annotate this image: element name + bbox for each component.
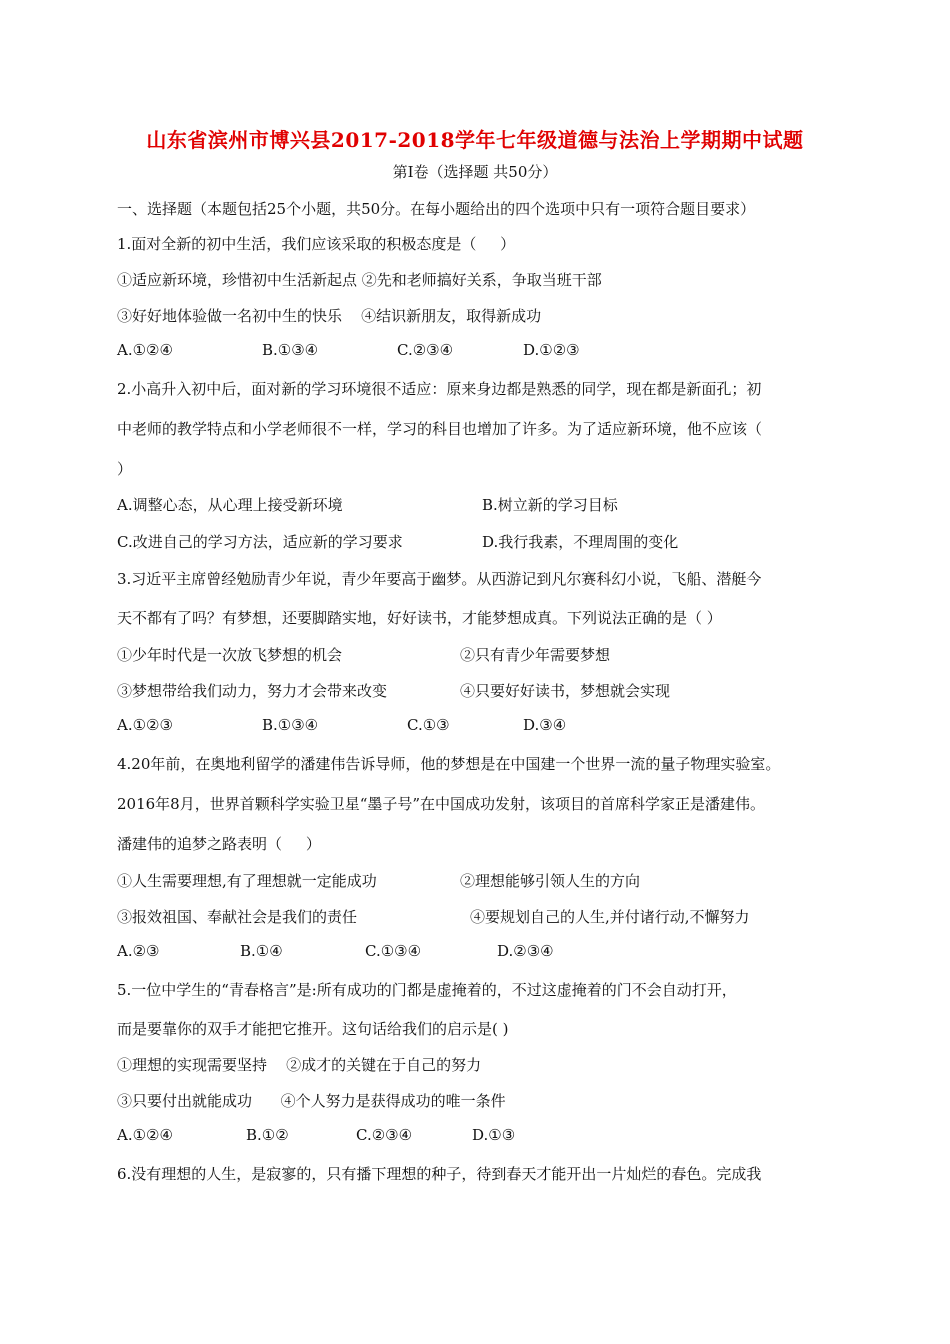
question-2-option-c: C.改进自己的学习方法，适应新的学习要求 [117, 533, 403, 551]
question-5-option-a: A.①②④ [117, 1126, 173, 1144]
question-1-option-c: C.②③④ [397, 341, 454, 359]
question-4-statement-1: ①人生需要理想,有了理想就一定能成功 [117, 872, 377, 890]
question-4-stem-line-1: 4.20年前，在奥地利留学的潘建伟告诉导师，他的梦想是在中国建一个世界一流的量子物理实验室。 [117, 755, 781, 773]
question-2-stem-line-1: 2.小高升入初中后，面对新的学习环境很不适应：原来身边都是熟悉的同学，现在都是新面孔；初 [117, 380, 762, 398]
question-5-option-c: C.②③④ [356, 1126, 413, 1144]
question-2-stem-line-2: 中老师的教学特点和小学老师很不一样，学习的科目也增加了许多。为了适应新环境，他不应该（ [117, 420, 763, 438]
question-5-option-b: B.①② [246, 1126, 289, 1144]
question-3-stem-line-1: 3.习近平主席曾经勉励青少年说，青少年要高于幽梦。从西游记到凡尔赛科幻小说，飞船、潜艇今 [117, 570, 762, 588]
section-instructions: 一、选择题（本题包括25个小题，共50分。在每小题给出的四个选项中只有一项符合题目要求） [117, 200, 756, 218]
question-4-statement-2: ②理想能够引领人生的方向 [460, 872, 641, 890]
question-3-statement-3: ③梦想带给我们动力，努力才会带来改变 [117, 682, 388, 700]
question-3-option-c: C.①③ [407, 716, 450, 734]
question-1-statements-a: ①适应新环境，珍惜初中生活新起点 ②先和老师搞好关系，争取当班干部 [117, 271, 602, 289]
question-4-stem-line-3: 潘建伟的追梦之路表明（ ） [117, 835, 321, 853]
question-4-statement-3: ③报效祖国、奉献社会是我们的责任 [117, 908, 358, 926]
question-2-option-a: A.调整心态，从心理上接受新环境 [117, 496, 343, 514]
question-3-statement-1: ①少年时代是一次放飞梦想的机会 [117, 646, 343, 664]
question-4-option-b: B.①④ [240, 942, 283, 960]
question-2-option-b: B.树立新的学习目标 [482, 496, 618, 514]
question-5-stem-line-2: 而是要靠你的双手才能把它推开。这句话给我们的启示是( ) [117, 1020, 509, 1038]
question-5-statements-a: ①理想的实现需要坚持 ②成才的关键在于自己的努力 [117, 1056, 482, 1074]
question-3-stem-line-2: 天不都有了吗？有梦想，还要脚踏实地，好好读书，才能梦想成真。下列说法正确的是（ ） [117, 609, 722, 627]
question-5-stem-line-1: 5.一位中学生的“青春格言”是:所有成功的门都是虚掩着的，不过这虚掩着的门不会自动打开， [117, 981, 737, 999]
question-4-statement-4: ④要规划自己的人生,并付诸行动,不懈努力 [470, 908, 750, 926]
question-4-option-a: A.②③ [117, 942, 160, 960]
question-3-option-a: A.①②③ [117, 716, 173, 734]
question-3-statement-4: ④只要好好读书，梦想就会实现 [460, 682, 671, 700]
question-5-statements-b: ③只要付出就能成功 ④个人努力是获得成功的唯一条件 [117, 1092, 506, 1110]
question-4-stem-line-2: 2016年8月，世界首颗科学实验卫星“墨子号”在中国成功发射，该项目的首席科学家正是潘建伟。 [117, 795, 766, 813]
question-3-statement-2: ②只有青少年需要梦想 [460, 646, 611, 664]
question-6-stem-line-1: 6.没有理想的人生，是寂寥的，只有播下理想的种子，待到春天才能开出一片灿烂的春色。完成我 [117, 1165, 762, 1183]
question-2-stem-line-3: ） [117, 460, 133, 478]
question-1-option-b: B.①③④ [262, 341, 319, 359]
question-2-option-d: D.我行我素，不理周围的变化 [482, 533, 679, 551]
question-1-option-a: A.①②④ [117, 341, 173, 359]
part-heading: 第Ⅰ卷（选择题 共50分） [392, 163, 558, 181]
question-4-option-c: C.①③④ [365, 942, 422, 960]
question-1-stem: 1.面对全新的初中生活，我们应该采取的积极态度是（ ） [117, 235, 516, 253]
question-5-option-d: D.①③ [472, 1126, 516, 1144]
question-1-option-d: D.①②③ [523, 341, 580, 359]
question-3-option-b: B.①③④ [262, 716, 319, 734]
question-1-statements-b: ③好好地体验做一名初中生的快乐 ④结识新朋友，取得新成功 [117, 307, 542, 325]
document-title: 山东省滨州市博兴县2017-2018学年七年级道德与法治上学期期中试题 [146, 128, 804, 152]
question-4-option-d: D.②③④ [497, 942, 554, 960]
question-3-option-d: D.③④ [523, 716, 567, 734]
